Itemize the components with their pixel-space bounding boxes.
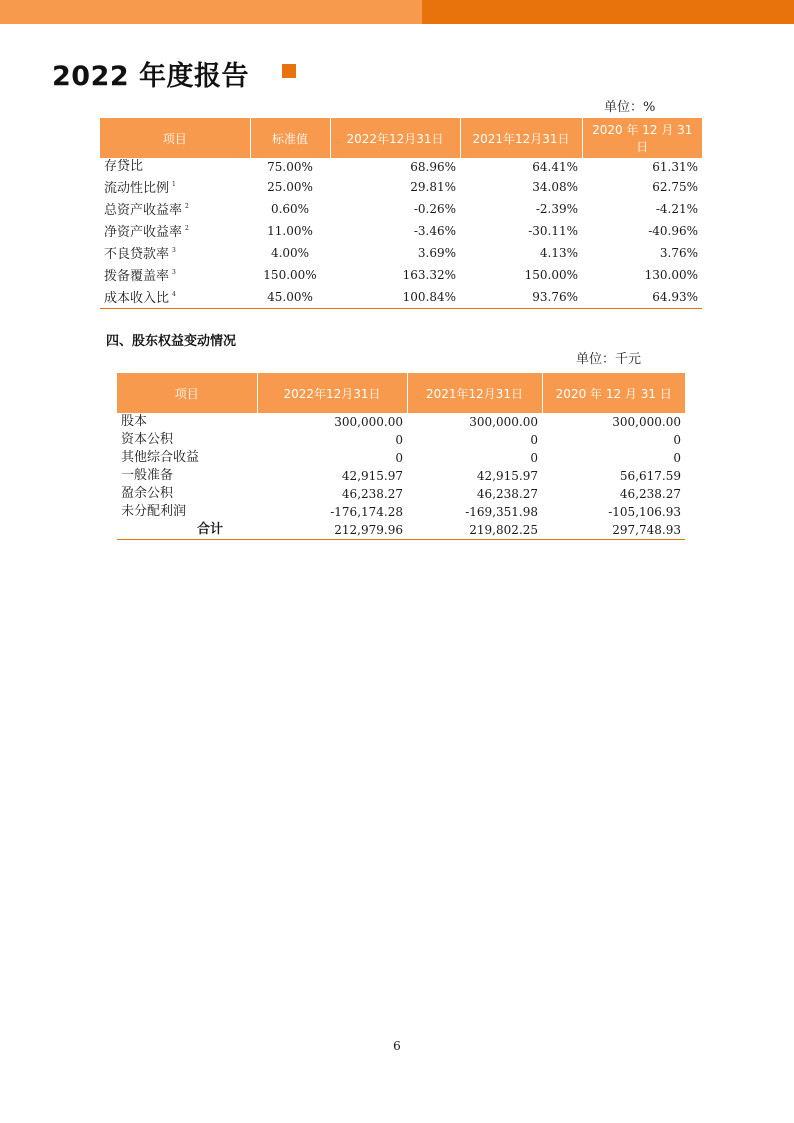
- table-row: [117, 431, 685, 449]
- ratios-table: [100, 118, 702, 309]
- value-2020: 64.93%: [582, 286, 702, 309]
- footnote-marker: 2: [185, 225, 189, 232]
- table-row: [100, 264, 702, 286]
- value-2022: 29.81%: [410, 180, 456, 194]
- value-2020: 62.75%: [652, 180, 698, 194]
- value-2021: -2.39%: [535, 202, 578, 216]
- row-label: [100, 176, 250, 198]
- row-label-text: 拨备覆盖率: [104, 269, 170, 284]
- value-2020: 0: [673, 451, 681, 465]
- row-label: [100, 242, 250, 264]
- row-label-text: 不良贷款率: [104, 247, 170, 262]
- footnote-marker: 2: [185, 203, 189, 210]
- equity-col-2020: 2020 年 12 月 31 日: [542, 373, 685, 413]
- value-2021: 64.41%: [532, 160, 578, 174]
- row-label-text: 成本收入比: [104, 291, 170, 306]
- table-row: [100, 220, 702, 242]
- equity-col-2022: 2022年12月31日: [257, 373, 407, 413]
- total-label: 合计: [117, 521, 257, 540]
- value-2022: 0: [395, 451, 403, 465]
- ratios-col-2021: 2021年12月31日: [460, 118, 582, 158]
- row-label: [100, 264, 250, 286]
- row-label-text: 净资产收益率: [104, 225, 183, 240]
- value-2022: -0.26%: [413, 202, 456, 216]
- footnote-marker: 4: [172, 291, 176, 298]
- table-row: [117, 449, 685, 467]
- standard-value: 150.00%: [263, 268, 317, 282]
- standard-value: 75.00%: [267, 160, 313, 174]
- value-2021: 300,000.00: [469, 415, 538, 429]
- value-2022: 42,915.97: [341, 469, 403, 483]
- value-2020: -4.21%: [655, 202, 698, 216]
- value-2020: 56,617.59: [619, 469, 681, 483]
- footnote-marker: 3: [172, 269, 176, 276]
- value-2020: -105,106.93: [608, 505, 681, 519]
- ratios-unit: 单位：%: [604, 100, 656, 115]
- header-band-light: [0, 0, 440, 24]
- ratios-header-row: [100, 118, 702, 158]
- value-2021: 42,915.97: [476, 469, 538, 483]
- equity-col-item: 项目: [117, 373, 257, 413]
- value-2022: 3.69%: [417, 246, 456, 260]
- standard-value: 45.00%: [250, 286, 330, 309]
- row-label: [100, 198, 250, 220]
- report-title: 2022 年度报告: [52, 61, 250, 92]
- value-2020: 46,238.27: [619, 487, 681, 501]
- table-row: [117, 521, 685, 540]
- value-2022: 68.96%: [410, 160, 456, 174]
- value-2022: 300,000.00: [334, 415, 403, 429]
- row-label: 盈余公积: [121, 486, 174, 501]
- value-2020: 61.31%: [652, 160, 698, 174]
- value-2021: 4.13%: [539, 246, 578, 260]
- value-2022: 212,979.96: [257, 521, 407, 540]
- row-label: 股本: [121, 414, 148, 429]
- row-label: 未分配利润: [121, 504, 187, 519]
- table-row: [100, 242, 702, 264]
- table-row: [117, 485, 685, 503]
- row-label: [100, 158, 250, 176]
- value-2020: 297,748.93: [542, 521, 685, 540]
- value-2020: 0: [673, 433, 681, 447]
- table-row: [100, 176, 702, 198]
- row-label-text: 存贷比: [104, 159, 144, 174]
- value-2022: -176,174.28: [330, 505, 403, 519]
- table-row: [100, 158, 702, 176]
- row-label: 资本公积: [121, 432, 174, 447]
- ratios-col-2022: 2022年12月31日: [330, 118, 460, 158]
- value-2020: 130.00%: [644, 268, 698, 282]
- standard-value: 0.60%: [270, 202, 310, 216]
- footnote-marker: 3: [172, 247, 176, 254]
- row-label: [100, 220, 250, 242]
- value-2021: -30.11%: [528, 224, 578, 238]
- value-2021: 0: [530, 433, 538, 447]
- value-2021: 150.00%: [524, 268, 578, 282]
- value-2021: 219,802.25: [407, 521, 542, 540]
- value-2021: -169,351.98: [465, 505, 538, 519]
- value-2022: 163.32%: [402, 268, 456, 282]
- value-2022: 100.84%: [330, 286, 460, 309]
- title-square-marker: [282, 64, 296, 78]
- value-2022: 0: [395, 433, 403, 447]
- footnote-marker: 1: [172, 181, 176, 188]
- row-label: 其他综合收益: [121, 450, 200, 465]
- value-2021: 93.76%: [460, 286, 582, 309]
- equity-col-2021: 2021年12月31日: [407, 373, 542, 413]
- value-2021: 0: [530, 451, 538, 465]
- table-row: [117, 467, 685, 485]
- row-label-text: 流动性比例: [104, 181, 170, 196]
- header-band-dark: [422, 0, 794, 24]
- standard-value: 25.00%: [267, 180, 313, 194]
- value-2021: 34.08%: [532, 180, 578, 194]
- equity-section-heading: 四、股东权益变动情况: [106, 334, 237, 349]
- ratios-col-2020: 2020 年 12 月 31 日: [582, 118, 702, 158]
- value-2022: 46,238.27: [341, 487, 403, 501]
- row-label: [100, 286, 250, 309]
- equity-table: [117, 373, 685, 540]
- table-row: [100, 198, 702, 220]
- table-row: [117, 503, 685, 521]
- row-label-text: 总资产收益率: [104, 203, 183, 218]
- value-2021: 46,238.27: [476, 487, 538, 501]
- standard-value: 11.00%: [267, 224, 313, 238]
- page-number: 6: [393, 1039, 401, 1053]
- ratios-col-item: 项目: [100, 118, 250, 158]
- value-2020: 300,000.00: [612, 415, 681, 429]
- value-2020: 3.76%: [659, 246, 698, 260]
- table-row: [100, 286, 702, 309]
- equity-unit: 单位：千元: [576, 352, 642, 367]
- standard-value: 4.00%: [270, 246, 310, 260]
- equity-header-row: [117, 373, 685, 413]
- ratios-col-standard: 标准值: [250, 118, 330, 158]
- row-label: 一般准备: [121, 468, 174, 483]
- value-2022: -3.46%: [413, 224, 456, 238]
- value-2020: -40.96%: [648, 224, 698, 238]
- table-row: [117, 413, 685, 431]
